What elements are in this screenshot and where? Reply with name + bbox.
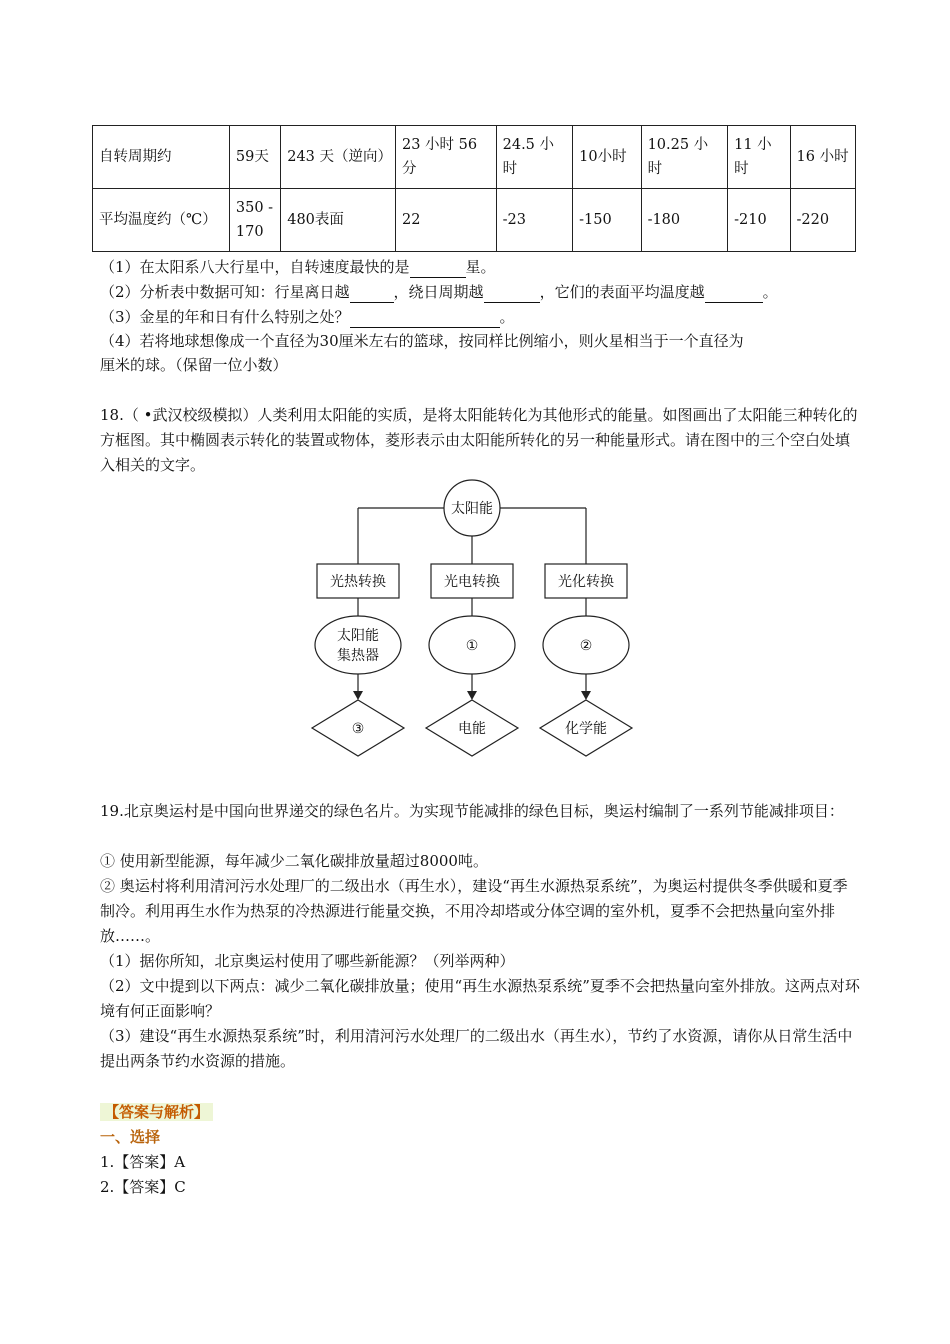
answers-heading: 【答案与解析】 (100, 1101, 213, 1122)
answer-blank[interactable] (350, 311, 500, 328)
table-cell: -23 (496, 189, 573, 252)
box-label: 光化转换 (558, 574, 614, 590)
q19-point-1: ① 使用新型能源，每年减少二氧化碳排放量超过8000吨。 (100, 852, 488, 870)
table-cell: -180 (641, 189, 728, 252)
table-cell: 10.25 小时 (641, 126, 728, 189)
table-row-temperature (93, 189, 856, 252)
table-row-label: 自转周期约 (93, 126, 230, 189)
table-cell: 11 小时 (728, 126, 790, 189)
table-cell: 23 小时 56分 (395, 126, 496, 189)
ellipse-label: 集热器 (337, 648, 379, 664)
table-cell: 16 小时 (790, 126, 855, 189)
q18-text: 18.（ •武汉校级模拟）人类利用太阳能的实质，是将太阳能转化为其他形式的能量。如图画出了太阳能三种转化的方框图。其中椭圆表示转化的装置或物体，菱形表示由太阳能所转化的另一种能量形式。请在图中的三个空白处填入相关的文字。 (100, 406, 858, 474)
box-label: 光热转换 (330, 574, 386, 590)
solar-energy-diagram (300, 478, 640, 770)
ellipse-label: ① (465, 638, 479, 654)
answer-blank[interactable] (484, 286, 540, 303)
root-label: 太阳能 (451, 501, 493, 517)
table-cell: -220 (790, 189, 855, 252)
box-label: 光电转换 (444, 574, 500, 590)
q17-item-4-cont: 厘米的球。（保留一位小数） (100, 356, 288, 374)
q17-item-2: （2）分析表中数据可知：行星离日越 ，绕日周期越 ，它们的表面平均温度越 。 (100, 283, 778, 301)
q19-sub-3: （3）建设“再生水源热泵系统”时，利用清河污水处理厂的二级出水（再生水），节约了水资源，请你从日常生活中提出两条节约水资源的措施。 (100, 1027, 853, 1070)
ellipse-label: ② (579, 638, 593, 654)
planet-data-table (92, 125, 856, 252)
table-cell: -210 (728, 189, 790, 252)
q19-sub-1: （1）据你所知，北京奥运村使用了哪些新能源？（列举两种） (100, 952, 515, 970)
answer-1: 1.【答案】A (100, 1153, 186, 1171)
table-cell: 24.5 小时 (496, 126, 573, 189)
table-cell: 480表面 (281, 189, 396, 252)
table-cell: 243 天（逆向） (281, 126, 396, 189)
q17-item-4: （4）若将地球想像成一个直径为30厘米左右的篮球，按同样比例缩小，则火星相当于一个直径为 (100, 332, 744, 350)
q19-intro: 19.北京奥运村是中国向世界递交的绿色名片。为实现节能减排的绿色目标，奥运村编制了一系列节能减排项目： (100, 802, 844, 820)
q19-sub-2: （2）文中提到以下两点：减少二氧化碳排放量；使用“再生水源热泵系统”夏季不会把热量向室外排放。这两点对环境有何正面影响？ (100, 977, 860, 1020)
answer-blank[interactable] (350, 286, 394, 303)
table-cell: -150 (573, 189, 641, 252)
table-cell: 10小时 (573, 126, 641, 189)
table-row-label: 平均温度约（℃） (93, 189, 230, 252)
ellipse-label: 太阳能 (337, 628, 379, 644)
section-heading: 一、选择 (100, 1128, 161, 1146)
q17-item-1: （1）在太阳系八大行星中，自转速度最快的是 星。 (100, 258, 496, 276)
table-cell: 350 -170 (229, 189, 280, 252)
q17-item-3: （3）金星的年和日有什么特别之处？ 。 (100, 308, 515, 326)
answer-2: 2.【答案】C (100, 1178, 186, 1196)
diamond-label: 化学能 (565, 721, 607, 737)
ellipse-collector (315, 616, 401, 674)
diamond-label: ③ (351, 721, 365, 737)
table-cell: 22 (395, 189, 496, 252)
q19-point-2: ② 奥运村将利用清河污水处理厂的二级出水（再生水），建设“再生水源热泵系统”，为奥运村提供冬季供暖和夏季制冷。利用再生水作为热泵的冷热源进行能量交换，不用冷却塔或分体空调的室外机，夏季不会把热量向室外排放……。 (100, 877, 848, 945)
answer-blank[interactable] (705, 286, 763, 303)
answer-blank[interactable] (410, 261, 466, 278)
table-cell: 59天 (229, 126, 280, 189)
table-row-rotation (93, 126, 856, 189)
diamond-label: 电能 (458, 721, 486, 737)
